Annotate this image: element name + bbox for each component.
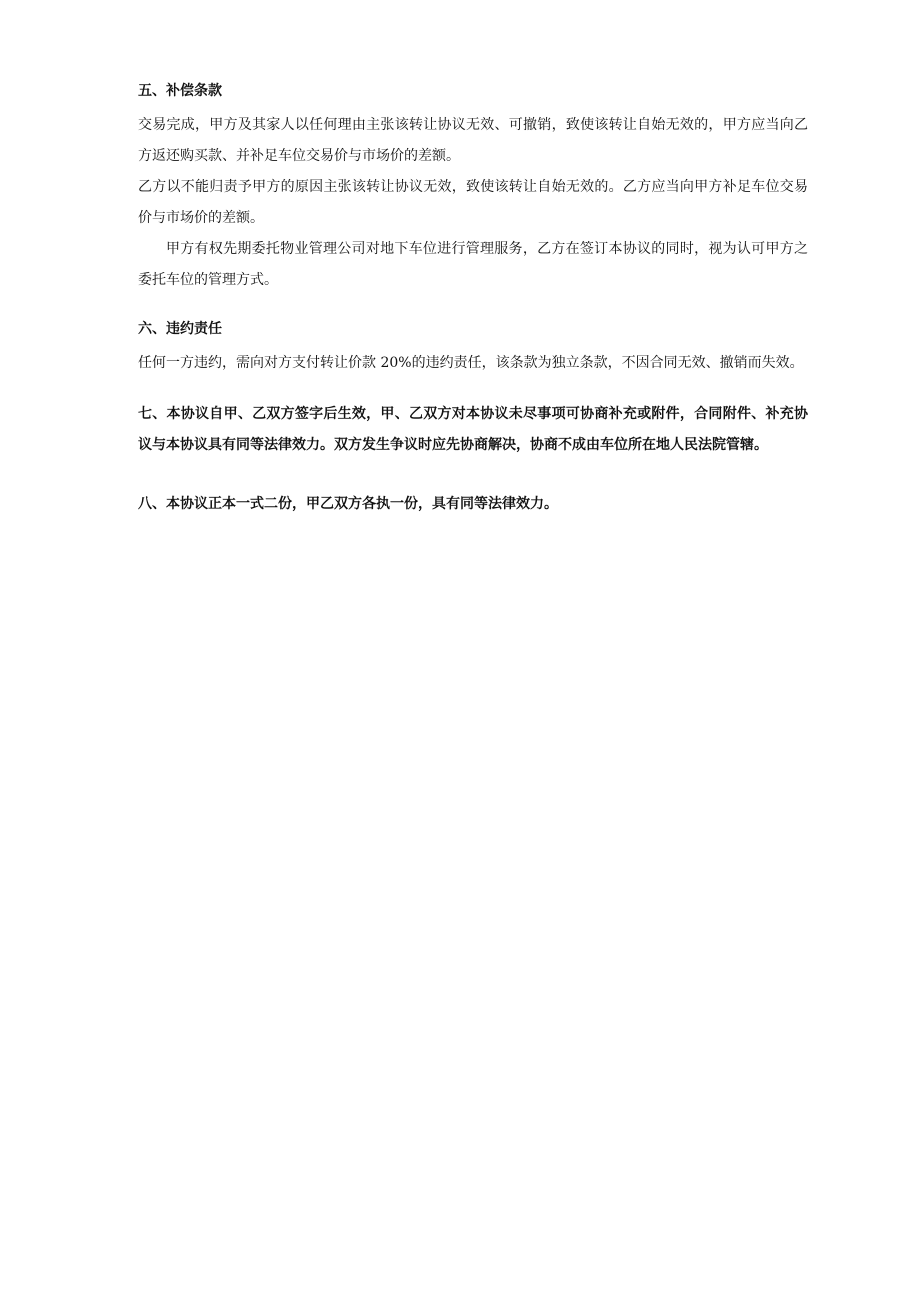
section-7-clause: 七、本协议自甲、乙双方签字后生效，甲、乙双方对本协议未尽事项可协商补充或附件，合同附件、补充协议与本协议具有同等法律效力。双方发生争议时应先协商解决，协商不成由车位所在地人民法院管辖。 xyxy=(138,406,808,453)
document-page xyxy=(138,78,808,520)
section-6-heading: 六、违约责任 xyxy=(138,321,222,337)
section-8-clause: 八、本协议正本一式二份，甲乙双方各执一份，具有同等法律效力。 xyxy=(138,496,558,512)
section-5-paragraph-2: 乙方以不能归责予甲方的原因主张该转让协议无效，致使该转让自始无效的。乙方应当向甲方补足车位交易价与市场价的差额。 xyxy=(138,179,808,226)
section-6-paragraph-1: 任何一方违约，需向对方支付转让价款 20%的违约责任，该条款为独立条款，不因合同无效、撤销而失效。 xyxy=(138,355,804,371)
section-5-paragraph-3: 甲方有权先期委托物业管理公司对地下车位进行管理服务，乙方在签订本协议的同时，视为认可甲方之委托车位的管理方式。 xyxy=(138,241,808,288)
section-5-heading: 五、补偿条款 xyxy=(138,83,222,99)
section-5-paragraph-1: 交易完成，甲方及其家人以任何理由主张该转让协议无效、可撤销，致使该转让自始无效的，甲方应当向乙方返还购买款、并补足车位交易价与市场价的差额。 xyxy=(138,117,808,164)
